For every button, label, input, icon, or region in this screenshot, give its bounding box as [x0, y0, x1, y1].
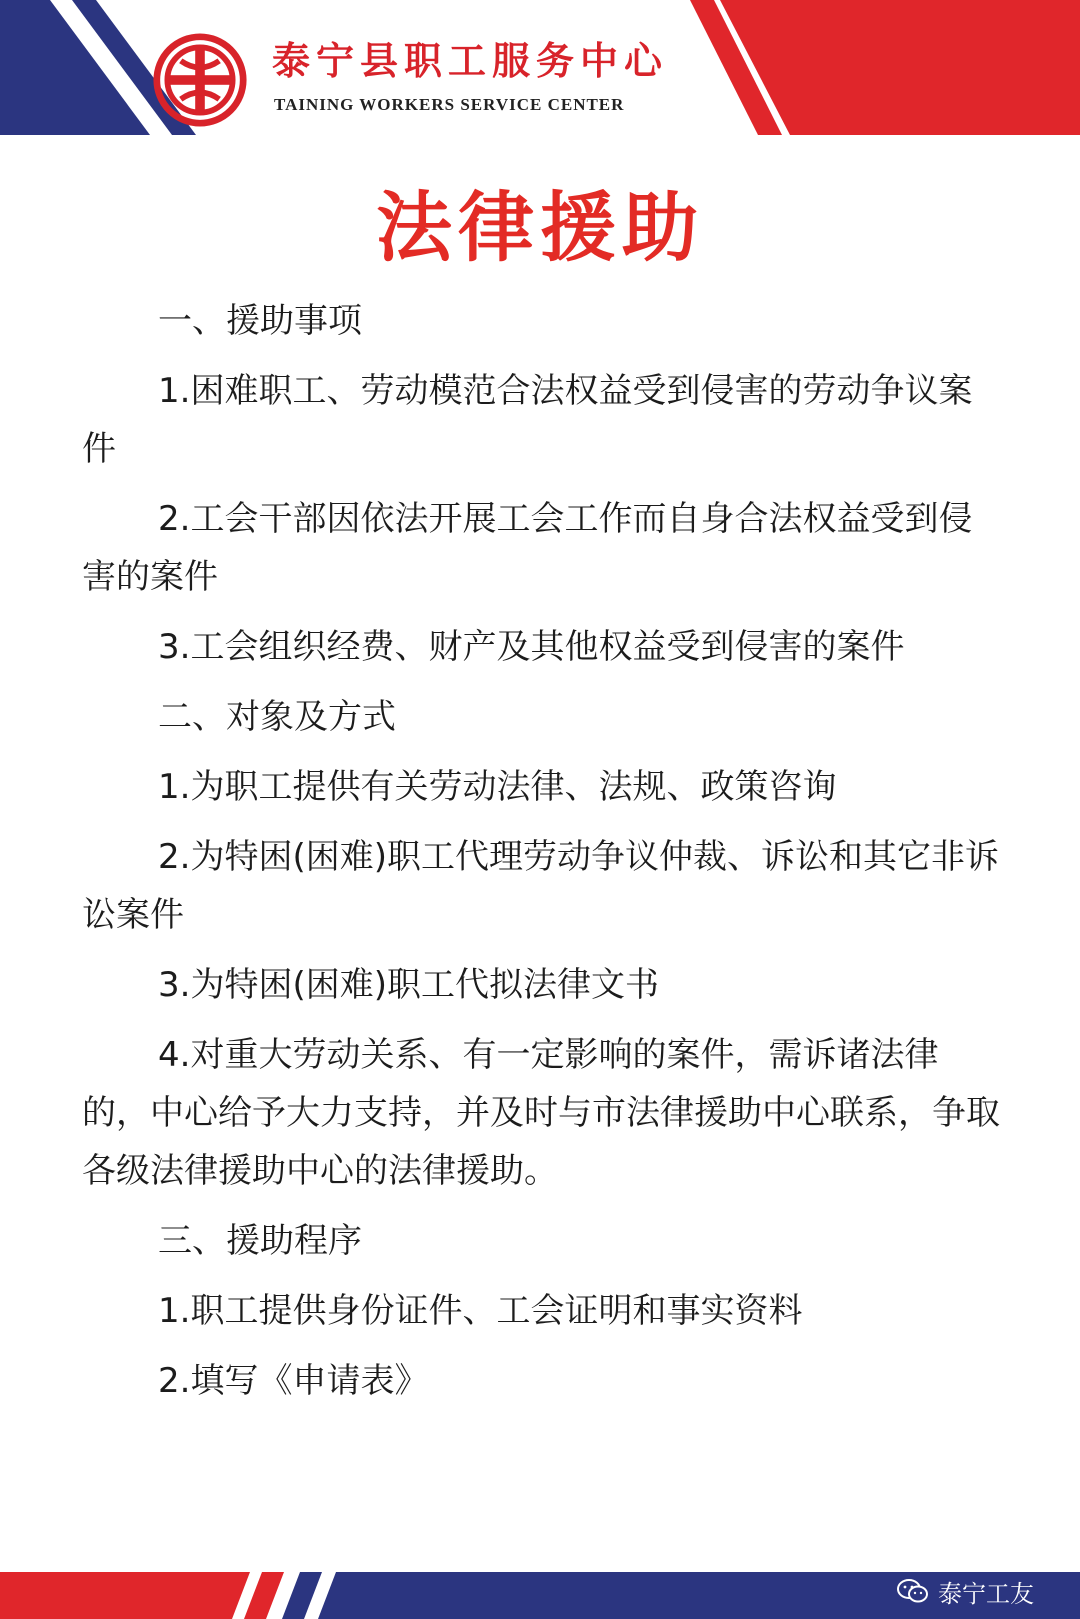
section-item: 4.对重大劳动关系、有一定影响的案件，需诉诸法律的，中心给予大力支持，并及时与市法律援助中心联系，争取各级法律援助中心的法律援助。	[82, 1035, 1000, 1191]
banner-red-band	[720, 0, 1080, 135]
section-item: 2.工会干部因依法开展工会工作而自身合法权益受到侵害的案件	[82, 499, 973, 597]
section-item: 1.困难职工、劳动模范合法权益受到侵害的劳动争议案件	[82, 371, 973, 469]
section-item: 3.为特困(困难)职工代拟法律文书	[158, 965, 659, 1005]
page-title: 法律援助	[376, 183, 704, 272]
section-item: 1.为职工提供有关劳动法律、法规、政策咨询	[158, 767, 837, 807]
org-name-english: TAINING WORKERS SERVICE CENTER	[274, 95, 625, 114]
trade-union-emblem-icon	[152, 32, 248, 128]
wechat-icon	[896, 1577, 930, 1605]
section-heading: 一、援助事项	[158, 301, 362, 341]
section-item: 2.为特困(困难)职工代理劳动争议仲裁、诉讼和其它非诉讼案件	[82, 837, 999, 935]
watermark-text: 泰宁工友	[938, 1579, 1034, 1608]
footer-red-stripe	[244, 1572, 284, 1619]
footer-red-band	[0, 1572, 250, 1619]
section-item: 3.工会组织经费、财产及其他权益受到侵害的案件	[158, 627, 905, 667]
section-item: 1.职工提供身份证件、工会证明和事实资料	[158, 1291, 803, 1331]
footer-navy-stripe	[282, 1572, 322, 1619]
org-name: 泰宁县职工服务中心	[272, 38, 669, 83]
section-heading: 二、对象及方式	[158, 697, 396, 737]
notice-body	[82, 292, 1002, 1422]
watermark	[896, 1571, 1034, 1611]
section-heading: 三、援助程序	[158, 1221, 362, 1261]
section-item: 2.填写《申请表》	[158, 1361, 429, 1401]
